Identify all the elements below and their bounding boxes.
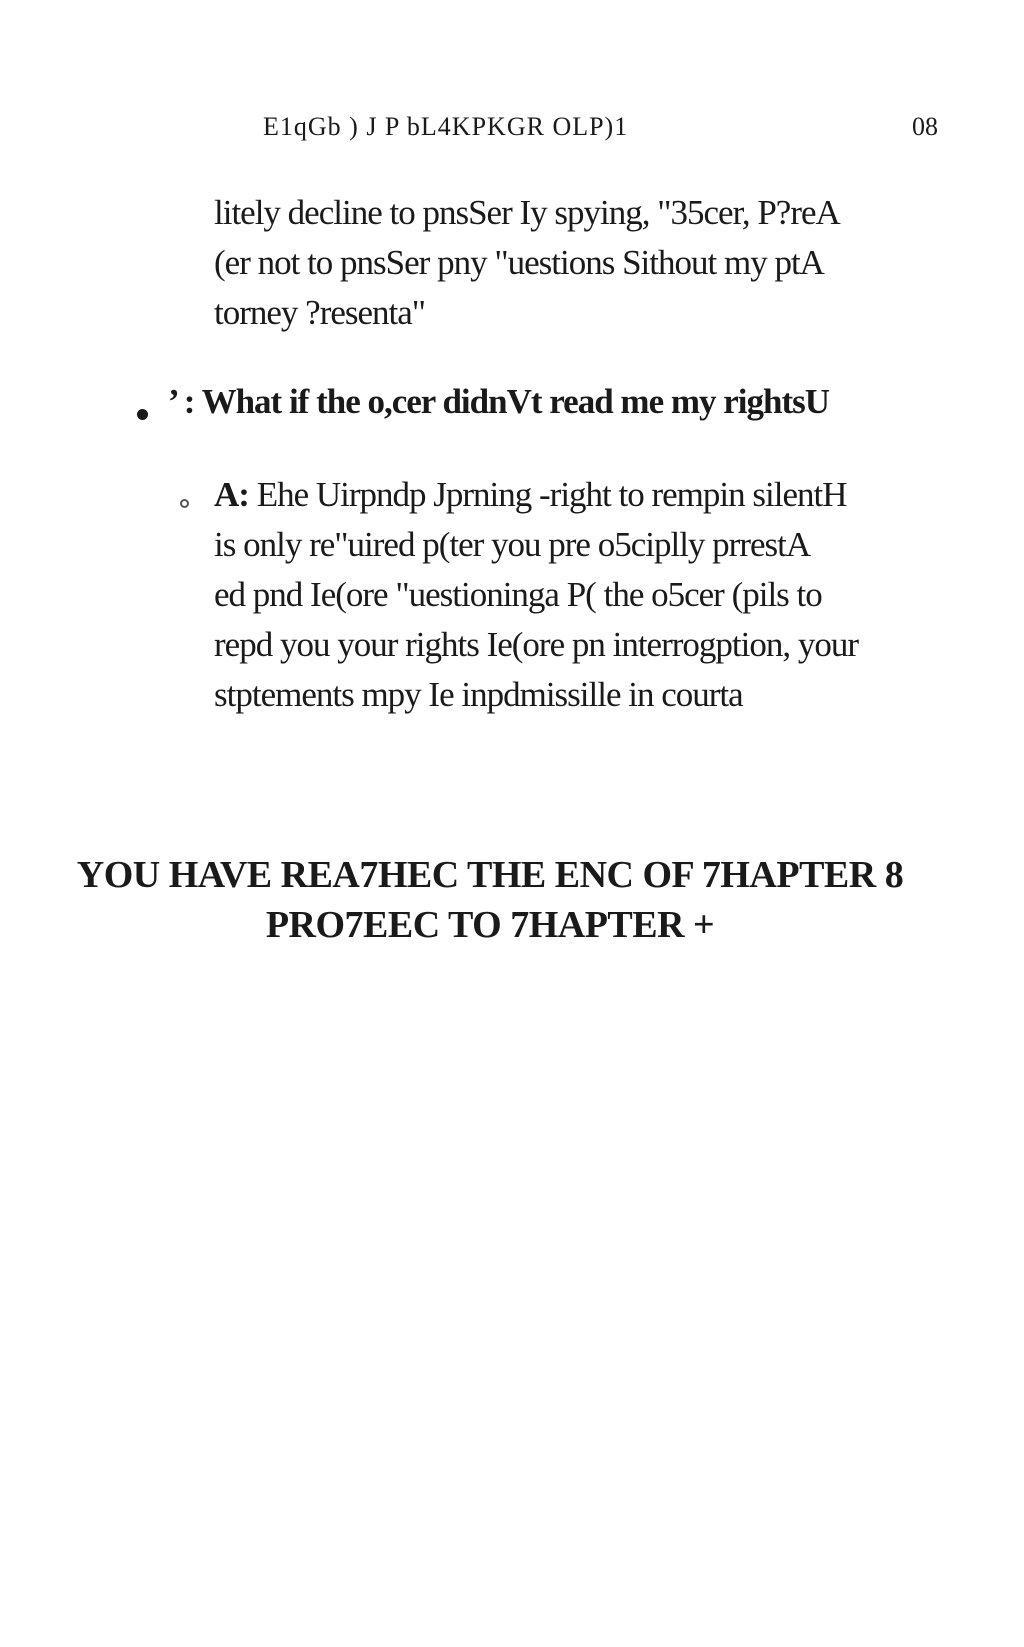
answer-line [214, 470, 944, 520]
answer-line: ed pnd Ie(ore "uestioninga P( the o5cer (pils to [214, 575, 822, 614]
bullet-dot-icon [137, 409, 148, 420]
paragraph-line: torney ?resenta" [214, 293, 426, 332]
page-number: 08 [912, 112, 938, 141]
running-header: E1qGb ) J P bL4KPKGR OLP)1 [263, 112, 629, 141]
answer-label: A: [214, 475, 249, 514]
answer-line: repd you your rights Ie(ore pn interrogption, your [214, 625, 859, 664]
chapter-end-notice [40, 850, 940, 950]
paragraph-line: (er not to pnsSer pny "uestions Sithout my ptA [214, 243, 824, 282]
faq-question: ’ : What if the o,cer didnVt read me my rightsU [168, 382, 830, 421]
answer-text: Ehe Uirpndp Jprning -right to rempin silentH [248, 475, 847, 514]
bullet-circle-icon [180, 499, 189, 508]
faq-answer [214, 470, 944, 720]
chapter-next-line: PRO7EEC TO 7HAPTER + [265, 904, 715, 946]
answer-line: stptements mpy Ie inpdmissille in courta [214, 675, 743, 714]
continued-paragraph [214, 188, 944, 338]
answer-line: is only re"uired p(ter you pre o5ciplly prrestA [214, 525, 811, 564]
chapter-end-line: YOU HAVE REA7HEC THE ENC OF 7HAPTER 8 [76, 854, 904, 896]
paragraph-line: litely decline to pnsSer Iy spying, "35cer, P?reA [214, 193, 840, 232]
